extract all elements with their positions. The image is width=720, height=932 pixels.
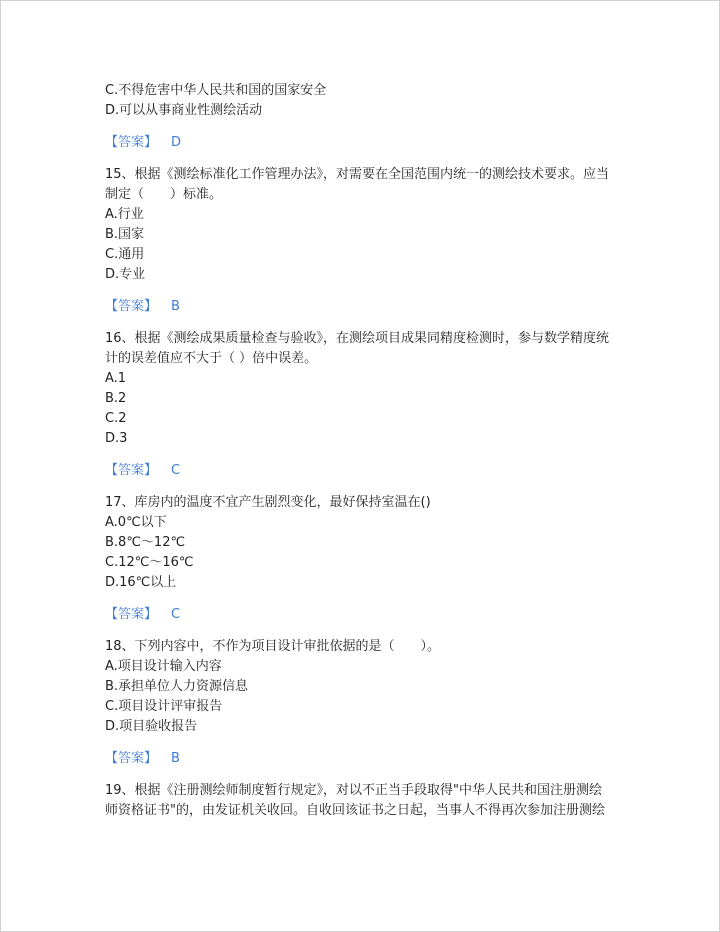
question-block [105,165,625,317]
answer-line [105,749,625,769]
option-line: C.2 [105,411,127,426]
question-stem: 师资格证书"的，由发证机关收回。自收回该证书之日起，当事人不得再次参加注册测绘 [105,803,605,818]
option-line: B.国家 [105,227,145,242]
answer-label: 【答案】 [105,299,158,314]
option-line: D.专业 [105,267,146,282]
option-line: A.1 [105,371,127,386]
question-stem: 16、根据《测绘成果质量检查与验收》，在测绘项目成果同精度检测时，参与数学精度统 [105,331,610,346]
question-stem: 制定（ ）标准。 [105,187,223,202]
answer-value: B [171,751,180,766]
question-block [105,637,625,769]
answer-line [105,461,625,481]
option-line: A.0℃以下 [105,515,167,530]
answer-line [105,133,625,153]
question-block [105,329,625,481]
answer-line [105,605,625,625]
question-stem: 18、下列内容中，不作为项目设计审批依据的是（ ）。 [105,639,441,654]
option-line: C.项目设计评审报告 [105,699,223,714]
option-line: D.项目验收报告 [105,719,198,734]
option-line: A.项目设计输入内容 [105,659,222,674]
question-list [105,81,625,821]
option-line: B.承担单位人力资源信息 [105,679,249,694]
answer-label: 【答案】 [105,751,158,766]
answer-value: D [171,135,182,150]
option-line: C.不得危害中华人民共和国的国家安全 [105,83,327,98]
answer-label: 【答案】 [105,135,158,150]
option-line: C.12℃～16℃ [105,555,194,570]
answer-label: 【答案】 [105,463,158,478]
question-stem: 17、库房内的温度不宜产生剧烈变化，最好保持室温在() [105,495,431,510]
answer-line [105,297,625,317]
question-block [105,781,625,821]
option-line: A.行业 [105,207,144,222]
answer-value: C [171,607,181,622]
question-block [105,493,625,625]
option-line: C.通用 [105,247,145,262]
answer-value: C [171,463,181,478]
question-stem: 计的误差值应不大于（ ）倍中误差。 [105,351,318,366]
answer-label: 【答案】 [105,607,158,622]
question-stem: 15、根据《测绘标准化工作管理办法》，对需要在全国范围内统一的测绘技术要求。应当 [105,167,610,182]
option-line: D.16℃以上 [105,575,177,590]
option-line: D.可以从事商业性测绘活动 [105,103,263,118]
option-line: B.8℃～12℃ [105,535,186,550]
question-stem: 19、根据《注册测绘师制度暂行规定》，对以不正当手段取得"中华人民共和国注册测绘 [105,783,603,798]
option-line: D.3 [105,431,128,446]
option-line: B.2 [105,391,127,406]
answer-value: B [171,299,180,314]
